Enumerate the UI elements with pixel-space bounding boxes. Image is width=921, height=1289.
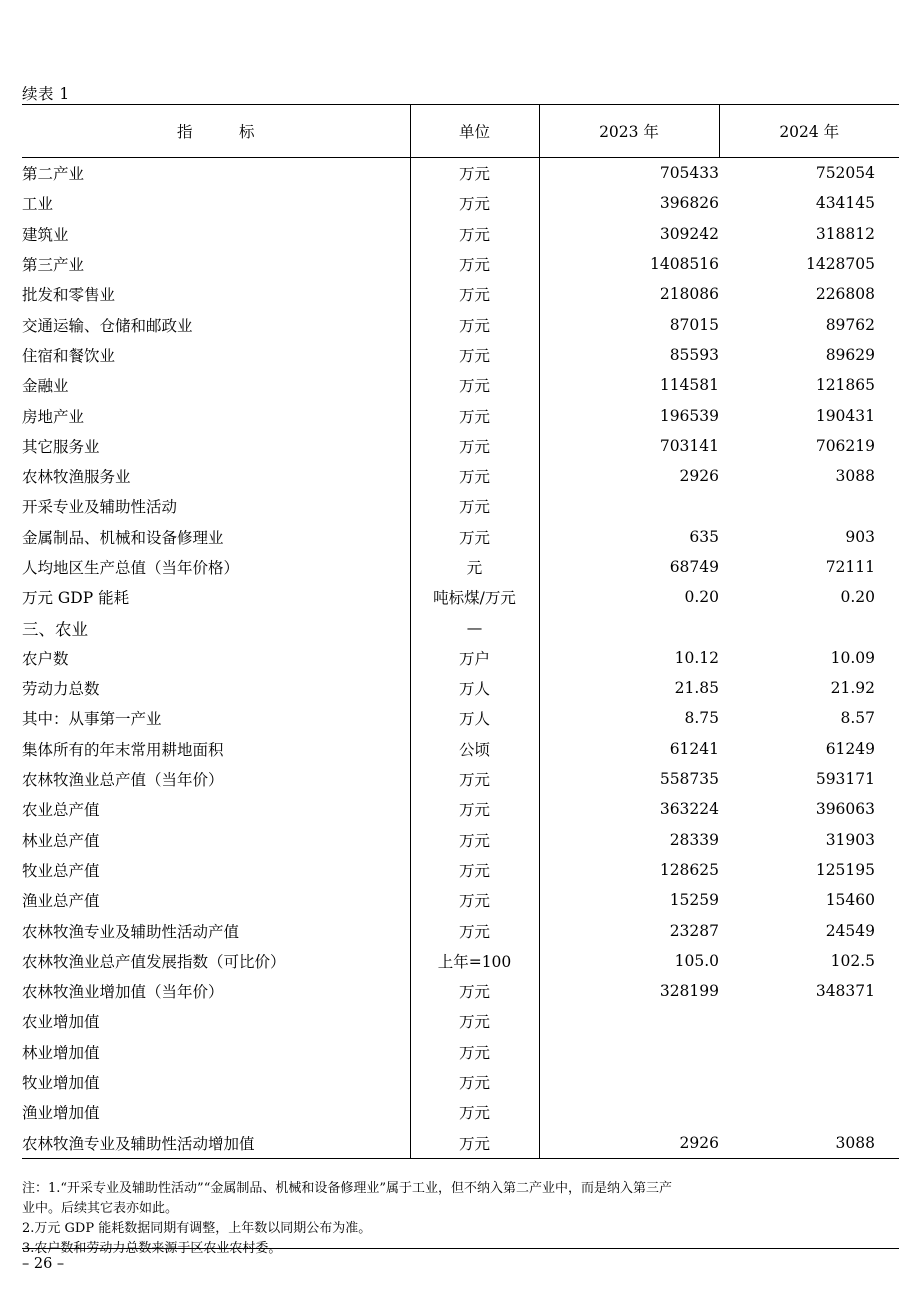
cell-indicator: 劳动力总数 [22, 680, 100, 699]
column-header-year-2024: 2024 年 [719, 105, 899, 158]
cell-unit: — [410, 612, 539, 642]
cell-value-2024: 89762 [825, 315, 875, 334]
cell-value-2023: 635 [689, 527, 719, 546]
column-header-indicator: 指 标 [22, 105, 410, 158]
table-row [22, 431, 899, 461]
table-body [22, 158, 899, 1159]
table-row [22, 915, 899, 945]
cell-value-2024 [719, 1067, 899, 1097]
cell-value-2023 [539, 1037, 719, 1067]
cell-value-2024: 3088 [835, 467, 875, 486]
cell-indicator: 批发和零售业 [22, 286, 116, 305]
cell-value-2023: 2926 [679, 467, 719, 486]
table-row [22, 855, 899, 885]
cell-value-2024: 125195 [815, 860, 875, 879]
table-row [22, 552, 899, 582]
cell-unit: 万元 [410, 1097, 539, 1127]
note-line-4: 3.农户数和劳动力总数来源于区农业农村委。 [22, 1241, 282, 1257]
cell-unit: 万元 [410, 1037, 539, 1067]
cell-unit: 上年=100 [410, 946, 539, 976]
table-row [22, 1006, 899, 1036]
cell-unit: 万元 [410, 340, 539, 370]
table-row [22, 461, 899, 491]
cell-unit: 万人 [410, 703, 539, 733]
cell-unit: 万元 [410, 825, 539, 855]
cell-value-2024: 8.57 [840, 709, 875, 728]
cell-unit: 吨标煤/万元 [410, 582, 539, 612]
cell-value-2024: 3088 [719, 1128, 899, 1159]
cell-indicator: 农户数 [22, 649, 69, 668]
cell-value-2023 [539, 1067, 719, 1097]
table-row [22, 825, 899, 855]
cell-value-2024: 61249 [825, 739, 875, 758]
cell-unit: 万元 [410, 1067, 539, 1097]
table-row [22, 249, 899, 279]
cell-value-2023: 10.12 [674, 648, 719, 667]
cell-value-2024: 903 [845, 527, 875, 546]
cell-value-2024: 21.92 [830, 679, 875, 698]
table-row [22, 158, 899, 189]
cell-unit: 万元 [410, 279, 539, 309]
cell-value-2023: 1408516 [649, 255, 719, 274]
cell-value-2024: 434145 [815, 194, 875, 213]
cell-indicator: 农林牧渔业增加值（当年价） [22, 983, 224, 1002]
table-row [22, 764, 899, 794]
cell-value-2023: 61241 [669, 739, 719, 758]
continued-table-title: 续表 1 [22, 85, 70, 103]
cell-value-2023: 87015 [669, 315, 719, 334]
cell-indicator: 集体所有的年末常用耕地面积 [22, 740, 224, 759]
table-row [22, 340, 899, 370]
cell-value-2024 [719, 612, 899, 642]
cell-value-2023: 23287 [669, 921, 719, 940]
cell-unit: 万元 [410, 219, 539, 249]
table-row [22, 1097, 899, 1127]
cell-value-2024 [719, 1097, 899, 1127]
cell-indicator: 其它服务业 [22, 437, 100, 456]
cell-unit: 万元 [410, 431, 539, 461]
cell-indicator: 农业总产值 [22, 801, 100, 820]
table-row [22, 370, 899, 400]
cell-unit: 万人 [410, 673, 539, 703]
cell-value-2023: 705433 [659, 164, 719, 183]
cell-unit: 万元 [410, 976, 539, 1006]
cell-indicator: 农林牧渔业总产值发展指数（可比价） [22, 952, 286, 971]
cell-unit: 万元 [410, 794, 539, 824]
cell-value-2023: 558735 [659, 770, 719, 789]
cell-unit: 万元 [410, 158, 539, 189]
cell-value-2024: 24549 [825, 921, 875, 940]
cell-indicator: 渔业增加值 [22, 1104, 100, 1123]
table-row [22, 673, 899, 703]
cell-value-2023: 128625 [659, 860, 719, 879]
table-row [22, 976, 899, 1006]
cell-unit: 万元 [410, 1006, 539, 1036]
cell-value-2024: 89629 [825, 345, 875, 364]
cell-indicator: 林业增加值 [22, 1043, 100, 1062]
column-header-year-2023: 2023 年 [539, 105, 719, 158]
table-row [22, 491, 899, 521]
table-header-row [22, 105, 899, 158]
cell-indicator: 住宿和餐饮业 [22, 346, 116, 365]
cell-indicator: 万元 GDP 能耗 [22, 589, 130, 608]
cell-unit: 万元 [410, 491, 539, 521]
cell-value-2023: 396826 [659, 194, 719, 213]
column-header-unit: 单位 [410, 105, 539, 158]
table-row [22, 400, 899, 430]
table-row [22, 794, 899, 824]
table-row [22, 612, 899, 642]
cell-unit: 万元 [410, 249, 539, 279]
cell-value-2023 [539, 1006, 719, 1036]
cell-unit: 万元 [410, 1128, 539, 1159]
cell-value-2023: 703141 [659, 436, 719, 455]
cell-indicator: 第二产业 [22, 165, 85, 184]
cell-unit: 万元 [410, 188, 539, 218]
cell-unit: 万元 [410, 855, 539, 885]
cell-value-2023 [539, 612, 719, 642]
table-row [22, 279, 899, 309]
cell-unit: 元 [410, 552, 539, 582]
cell-value-2024: 752054 [815, 164, 875, 183]
table-row [22, 885, 899, 915]
cell-indicator: 房地产业 [22, 407, 85, 426]
cell-value-2024: 72111 [825, 558, 875, 576]
cell-unit: 万元 [410, 885, 539, 915]
table-row [22, 582, 899, 612]
cell-unit: 万元 [410, 915, 539, 945]
cell-indicator: 交通运输、仓储和邮政业 [22, 316, 193, 335]
cell-value-2023: 15259 [669, 891, 719, 910]
cell-indicator: 林业总产值 [22, 831, 100, 850]
table-row [22, 219, 899, 249]
cell-indicator: 金融业 [22, 377, 69, 396]
cell-unit: 万元 [410, 370, 539, 400]
cell-value-2024: 226808 [815, 285, 875, 304]
cell-indicator: 农林牧渔专业及辅助性活动产值 [22, 922, 240, 941]
cell-indicator: 开采专业及辅助性活动 [22, 498, 178, 517]
table-row [22, 188, 899, 218]
cell-value-2023 [539, 491, 719, 521]
table-row [22, 309, 899, 339]
table-row [22, 1067, 899, 1097]
cell-value-2023: 8.75 [684, 709, 719, 728]
page-number: – 26 – [22, 1256, 65, 1272]
cell-value-2023: 309242 [659, 224, 719, 243]
cell-value-2024: 190431 [815, 406, 875, 425]
cell-indicator: 金属制品、机械和设备修理业 [22, 528, 224, 547]
cell-value-2023: 363224 [659, 800, 719, 819]
note-line-1: 注：1.“开采专业及辅助性活动”“金属制品、机械和设备修理业”属于工业，但不纳入第二产业中，而是纳入第三产 [22, 1181, 672, 1196]
cell-value-2024: 121865 [815, 376, 875, 395]
cell-value-2023: 328199 [659, 982, 719, 1001]
footer-divider [22, 1248, 899, 1249]
table-row [22, 734, 899, 764]
cell-value-2024: 396063 [815, 800, 875, 819]
cell-unit: 万元 [410, 461, 539, 491]
table-row [22, 946, 899, 976]
cell-value-2023: 0.20 [684, 588, 719, 607]
cell-value-2023: 28339 [669, 830, 719, 849]
cell-indicator: 牧业总产值 [22, 861, 100, 880]
cell-indicator: 牧业增加值 [22, 1074, 100, 1093]
cell-indicator: 人均地区生产总值（当年价格） [22, 559, 240, 577]
cell-indicator: 农林牧渔服务业 [22, 468, 131, 487]
cell-indicator: 农业增加值 [22, 1013, 100, 1032]
cell-value-2023: 85593 [669, 345, 719, 364]
cell-unit: 万户 [410, 643, 539, 673]
note-line-2: 业中。后续其它表亦如此。 [22, 1201, 179, 1217]
cell-value-2024: 102.5 [830, 951, 875, 970]
cell-indicator: 农林牧渔业总产值（当年价） [22, 771, 224, 790]
cell-unit: 万元 [410, 309, 539, 339]
cell-value-2024: 1428705 [805, 255, 875, 274]
cell-value-2024: 0.20 [840, 588, 875, 607]
cell-unit: 万元 [410, 400, 539, 430]
cell-unit: 万元 [410, 522, 539, 552]
cell-value-2024: 706219 [815, 436, 875, 455]
cell-value-2023: 2926 [539, 1128, 719, 1159]
cell-unit: 万元 [410, 764, 539, 794]
cell-indicator: 工业 [22, 195, 54, 214]
cell-indicator: 三、农业 [22, 619, 88, 639]
cell-indicator: 第三产业 [22, 256, 85, 275]
cell-value-2024 [719, 1037, 899, 1067]
cell-value-2024: 318812 [815, 224, 875, 243]
cell-indicator: 农林牧渔专业及辅助性活动增加值 [22, 1128, 410, 1159]
cell-indicator: 渔业总产值 [22, 892, 100, 911]
cell-value-2023: 196539 [659, 406, 719, 425]
table-row [22, 643, 899, 673]
table-row [22, 703, 899, 733]
cell-value-2024: 593171 [815, 770, 875, 789]
cell-indicator: 建筑业 [22, 225, 69, 244]
cell-value-2023 [539, 1097, 719, 1127]
table-row [22, 522, 899, 552]
cell-unit: 公顷 [410, 734, 539, 764]
cell-value-2023: 218086 [659, 285, 719, 304]
table-row [22, 1128, 899, 1159]
cell-value-2023: 105.0 [674, 951, 719, 970]
cell-value-2024 [719, 1006, 899, 1036]
cell-value-2024: 348371 [815, 982, 875, 1001]
cell-value-2024: 10.09 [830, 648, 875, 667]
cell-value-2023: 114581 [659, 376, 719, 395]
table-row [22, 1037, 899, 1067]
cell-indicator: 其中：从事第一产业 [22, 710, 162, 729]
statistics-table [22, 104, 899, 1159]
note-line-3: 2.万元 GDP 能耗数据同期有调整，上年数以同期公布为准。 [22, 1221, 372, 1237]
cell-value-2024: 31903 [825, 830, 875, 849]
cell-value-2023: 68749 [669, 558, 719, 576]
cell-value-2024: 15460 [825, 891, 875, 910]
cell-value-2024 [719, 491, 899, 521]
cell-value-2023: 21.85 [674, 679, 719, 698]
